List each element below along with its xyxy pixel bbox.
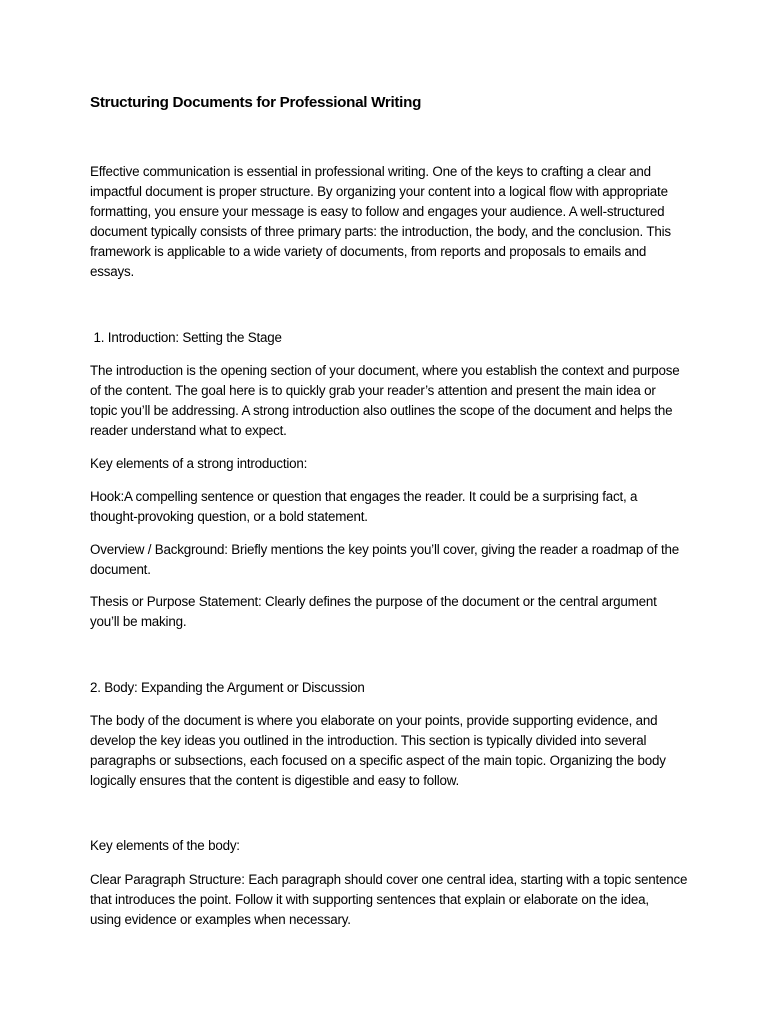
- paragraph-line: thought-provoking question, or a bold statement.: [90, 509, 368, 524]
- section1-paragraph: [90, 361, 690, 441]
- paragraph-line: develop the key ideas you outlined in the introduction. This section is typically divided into several: [90, 733, 647, 748]
- paragraph-line: you’ll be making.: [90, 614, 187, 629]
- document-title: Structuring Documents for Professional Writing: [90, 94, 422, 111]
- paragraph-line: paragraphs or subsections, each focused on a specific aspect of the main topic. Organizing the body: [90, 753, 666, 768]
- paragraph-line: of the content. The goal here is to quickly grab your reader’s attention and present the main idea or: [90, 383, 656, 398]
- paragraph-line: Effective communication is essential in professional writing. One of the keys to crafting a clear and: [90, 164, 651, 179]
- section2-key-elements-label: [90, 836, 690, 856]
- paragraph-line: document.: [90, 562, 151, 577]
- section1-heading: [90, 328, 690, 348]
- paragraph-line: impactful document is proper structure. By organizing your content into a logical flow with appropriate: [90, 184, 668, 199]
- paragraph-line: The introduction is the opening section of your document, where you establish the context and purpose: [90, 363, 680, 378]
- section1-key-elements-label: [90, 454, 690, 474]
- section-heading: 2. Body: Expanding the Argument or Discussion: [90, 680, 365, 695]
- paragraph-line: reader understand what to expect.: [90, 423, 287, 438]
- paragraph-line: Overview / Background: Briefly mentions the key points you’ll cover, giving the reader a roadmap of the: [90, 542, 679, 557]
- paragraph-line: logically ensures that the content is digestible and easy to follow.: [90, 773, 460, 788]
- paragraph-line: Thesis or Purpose Statement: Clearly defines the purpose of the document or the central argument: [90, 594, 657, 609]
- paragraph-line: The body of the document is where you elaborate on your points, provide supporting evidence, and: [90, 713, 658, 728]
- paragraph-line: document typically consists of three primary parts: the introduction, the body, and the conclusion. This: [90, 224, 671, 239]
- paragraph-line: Clear Paragraph Structure: Each paragraph should cover one central idea, starting with a topic sentence: [90, 872, 688, 887]
- key-elements-label: Key elements of a strong introduction:: [90, 456, 308, 471]
- paragraph-line: topic you’ll be addressing. A strong introduction also outlines the scope of the document and helps the: [90, 403, 673, 418]
- section-heading: 1. Introduction: Setting the Stage: [90, 330, 282, 345]
- paragraph-line: essays.: [90, 264, 134, 279]
- section2-heading: [90, 678, 690, 698]
- section2-paragraph: [90, 711, 690, 791]
- paragraph-line: formatting, you ensure your message is easy to follow and engages your audience. A well-structured: [90, 204, 665, 219]
- thesis-item: [90, 592, 690, 632]
- key-elements-label: Key elements of the body:: [90, 838, 240, 853]
- paragraph-line: Hook:A compelling sentence or question that engages the reader. It could be a surprising fact, a: [90, 489, 638, 504]
- paragraph-line: framework is applicable to a wide variety of documents, from reports and proposals to emails and: [90, 244, 647, 259]
- overview-item: [90, 540, 690, 580]
- clear-paragraph-item: [90, 870, 690, 930]
- paragraph-line: using evidence or examples when necessary.: [90, 912, 351, 927]
- hook-item: [90, 487, 690, 527]
- intro-paragraph: [90, 162, 690, 282]
- paragraph-line: that introduces the point. Follow it with supporting sentences that explain or elaborate on the idea,: [90, 892, 649, 907]
